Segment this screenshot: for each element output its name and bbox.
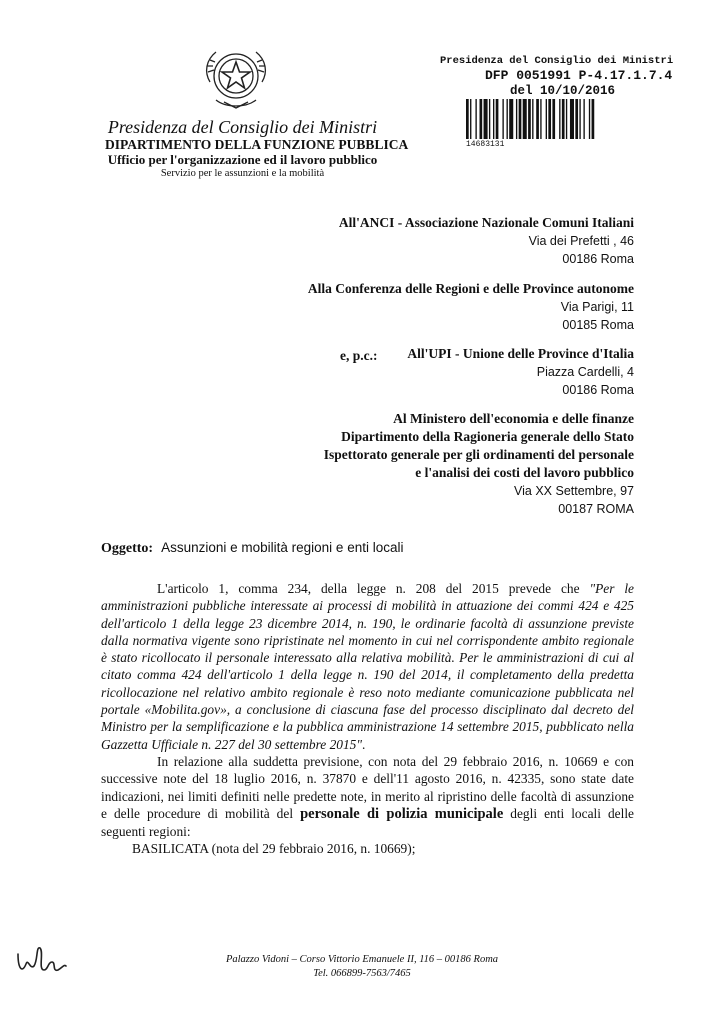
addressee-city: 00186 Roma <box>562 383 634 397</box>
addressee-street: Via Parigi, 11 <box>560 300 634 314</box>
office-name: Ufficio per l'organizzazione ed il lavoro pubblico <box>107 152 378 167</box>
addressee-line: e l'analisi dei costi del lavoro pubblico <box>415 465 634 480</box>
service-name: Servizio per le assunzioni e la mobilità <box>160 168 325 179</box>
paragraph-end: . <box>362 736 366 752</box>
paragraph-intro: L'articolo 1, comma 234, della legge n. 208 del 2015 prevede che <box>157 581 590 596</box>
stamp-protocol-number: DFP 0051991 P-4.17.1.7.4 <box>485 68 673 83</box>
addressee-city: 00185 Roma <box>562 318 634 332</box>
stamp-office: Presidenza del Consiglio dei Ministri <box>440 55 674 67</box>
addressee-street: Via XX Settembre, 97 <box>514 484 634 498</box>
department-name: DIPARTIMENTO DELLA FUNZIONE PUBBLICA <box>105 137 409 152</box>
list-item: BASILICATA (nota del 29 febbraio 2016, n. 10669); <box>132 841 416 857</box>
addressee-conferenza <box>308 280 634 334</box>
addressee-city: 00187 ROMA <box>558 502 634 516</box>
paragraph-text: In relazione alla suddetta previsione, con nota del 29 febbraio 2016, n. 10669 e con successive note del 18 luglio 2016, n. 37870 e dell'11 agosto 2016, n. 42335, sono state date indicazioni, nei limiti definiti nelle predette note, in merito al ripristino delle facoltà di assunzione e delle procedure di mobilità del <box>101 753 634 821</box>
law-quote: "Per le amministrazioni pubbliche interessate ai processi di mobilità in attuazione dei commi 424 e 425 dell'articolo 1 della legge 23 dicembre 2014, n. 190, le ordinarie facoltà di assunzione previste dalla normativa vigente sono ripristinate nel momento in cui nel corrispondente ambito regionale è stato ricollocato il personale interessato alla relativa mobilità. Per le amministrazioni di cui al citato comma 424 dell'articolo 1 della legge n. 190 del 2014, il completamento della predetta ricollocazione nel relativo ambito regionale è reso noto mediante comunicazione pubblicata nel portale «Mobilita.gov», a conclusione di ciascuna fase del processo disciplinato dal decreto del Ministro per la semplificazione e la pubblica amministrazione 14 settembre 2015, pubblicato nella Gazzetta Ufficiale n. 227 del 30 settembre 2015" <box>101 581 634 752</box>
signature-icon <box>12 940 72 980</box>
addressee-anci <box>339 214 634 268</box>
subject-text: Assunzioni e mobilità regioni e enti locali <box>161 540 404 555</box>
addressee-name: Alla Conferenza delle Regioni e delle Province autonome <box>307 281 634 296</box>
addressee-line: Dipartimento della Ragioneria generale dello Stato <box>341 429 634 444</box>
paragraph <box>101 753 634 840</box>
republic-emblem-icon <box>196 42 276 114</box>
addressee-line: Ispettorato generale per gli ordinamenti del personale <box>323 447 634 462</box>
addressee-name: All'UPI - Unione delle Province d'Italia <box>407 346 634 361</box>
stamp-date: del 10/10/2016 <box>510 84 616 98</box>
footer-address: Palazzo Vidoni – Corso Vittorio Emanuele II, 116 – 00186 Roma <box>225 954 499 965</box>
addressee-upi <box>407 345 634 399</box>
subject-label: Oggetto: <box>101 541 154 556</box>
addressee-name: All'ANCI - Associazione Nazionale Comuni Italiani <box>338 215 634 230</box>
addressee-street: Piazza Cardelli, 4 <box>536 365 634 379</box>
cc-label: e, p.c.: <box>340 348 378 363</box>
barcode-icon <box>466 99 626 139</box>
footer-phone: Tel. 066899-7563/7465 <box>313 968 411 979</box>
subject-line <box>101 540 403 557</box>
barcode-number: 14683131 <box>466 140 505 149</box>
letter-body <box>101 580 634 858</box>
addressee-mef <box>324 410 634 518</box>
addressee-city: 00186 Roma <box>562 252 634 266</box>
highlight-text: personale di polizia municipale <box>300 805 504 822</box>
paragraph <box>101 580 634 753</box>
addressee-line: Al Ministero dell'economia e delle finanze <box>393 411 634 426</box>
org-title: Presidenza del Consiglio dei Ministri <box>107 117 378 137</box>
addressee-street: Via dei Prefetti , 46 <box>528 234 634 248</box>
paragraph-text: degli enti locali delle seguenti regioni: <box>101 805 634 840</box>
